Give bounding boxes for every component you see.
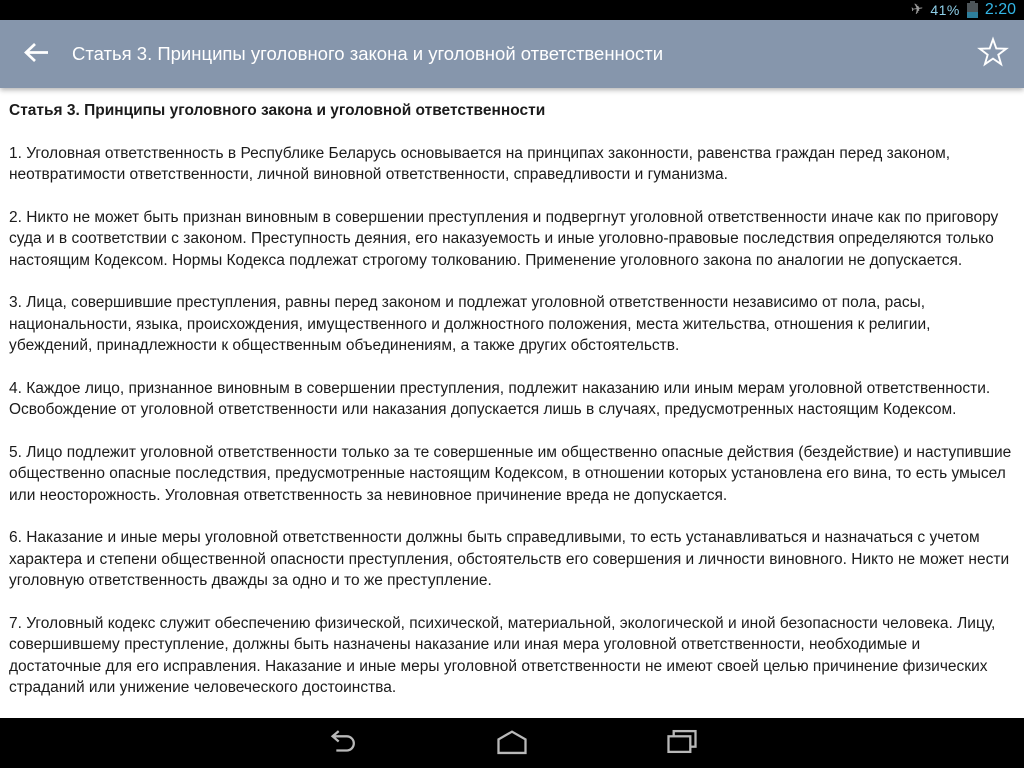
action-bar — [0, 20, 1024, 88]
article-paragraph-5: 5. Лицо подлежит уголовной ответственности только за те совершенные им общественно опасные действия (бездействие) и наступившие общественно опасные последствия, предусмотренные настоящим Кодексом, в отношении которых установлена его вина, то есть умысел или неосторожность. Уголовная ответственность за невиновное причинение вреда не допускается. — [9, 443, 1012, 504]
article-paragraph-6: 6. Наказание и иные меры уголовной ответственности должны быть справедливыми, то есть устанавливаться и назначаться с учетом характера и степени общественной опасности преступления, обстоятельств его совершения и личности виновного. Никто не может нести уголовную ответственность дважды за одно и то же преступление. — [9, 529, 1010, 589]
battery-nub — [970, 1, 975, 3]
article-paragraph-4: 4. Каждое лицо, признанное виновным в совершении преступления, подлежит наказанию или иным мерам уголовной ответственности. Освобождение от уголовной ответственности или наказания допускается лишь в случаях, предусмотренных настоящим Кодексом. — [9, 379, 991, 418]
navigation-bar — [0, 718, 1024, 768]
clock: 2:20 — [984, 1, 1016, 18]
back-arrow-icon — [23, 40, 50, 68]
battery-icon — [967, 3, 978, 18]
battery-percent: 41% — [930, 2, 960, 18]
article-paragraph-1: 1. Уголовная ответственность в Республике Беларусь основывается на принципах законности, равенства граждан перед законом, неотвратимости ответственности, личной виновной ответственности, справедливости и гуманизма. — [9, 144, 951, 183]
nav-home-icon — [494, 728, 530, 758]
nav-recents-icon — [665, 728, 699, 758]
nav-recents-button[interactable] — [662, 726, 702, 760]
nav-back-button[interactable] — [322, 726, 362, 760]
back-button[interactable] — [0, 20, 72, 88]
favorite-button[interactable] — [962, 20, 1024, 88]
airplane-mode-icon: ✈ — [909, 0, 925, 19]
nav-back-icon — [325, 728, 359, 758]
article-paragraph-7: 7. Уголовный кодекс служит обеспечению физической, психической, материальной, экологической и иной безопасности человека. Лицу, совершившему преступление, должны быть назначены наказание или иная мера уголовной ответственности, необходимые и достаточные для его исправления. Наказание и иные меры уголовной ответственности не имеют своей целью причинение физических страданий или унижение человеческого достоинства. — [9, 614, 996, 696]
article-paragraph-3: 3. Лица, совершившие преступления, равны перед законом и подлежат уголовной ответственности независимо от пола, расы, национальности, языка, происхождения, имущественного и должностного положения, места жительства, отношения к религии, убеждений, принадлежности к общественным объединениям, а также других обстоятельств. — [9, 294, 931, 354]
status-bar — [0, 0, 1024, 20]
article-content[interactable] — [0, 88, 1024, 718]
article-paragraph-2: 2. Никто не может быть признан виновным в совершении преступления и подвергнут уголовной ответственности иначе как по приговору суда и в соответствии с законом. Преступность деяния, его наказуемость и иные уголовно-правовые последствия определяются только настоящим Кодексом. Нормы Кодекса подлежат строгому толкованию. Применение уголовного закона по аналогии не допускается. — [9, 208, 999, 269]
star-outline-icon — [976, 36, 1010, 73]
nav-home-button[interactable] — [492, 726, 532, 760]
page-title: Статья 3. Принципы уголовного закона и уголовной ответственности — [72, 43, 664, 64]
article-heading: Статья 3. Принципы уголовного закона и уголовной ответственности — [9, 102, 546, 119]
